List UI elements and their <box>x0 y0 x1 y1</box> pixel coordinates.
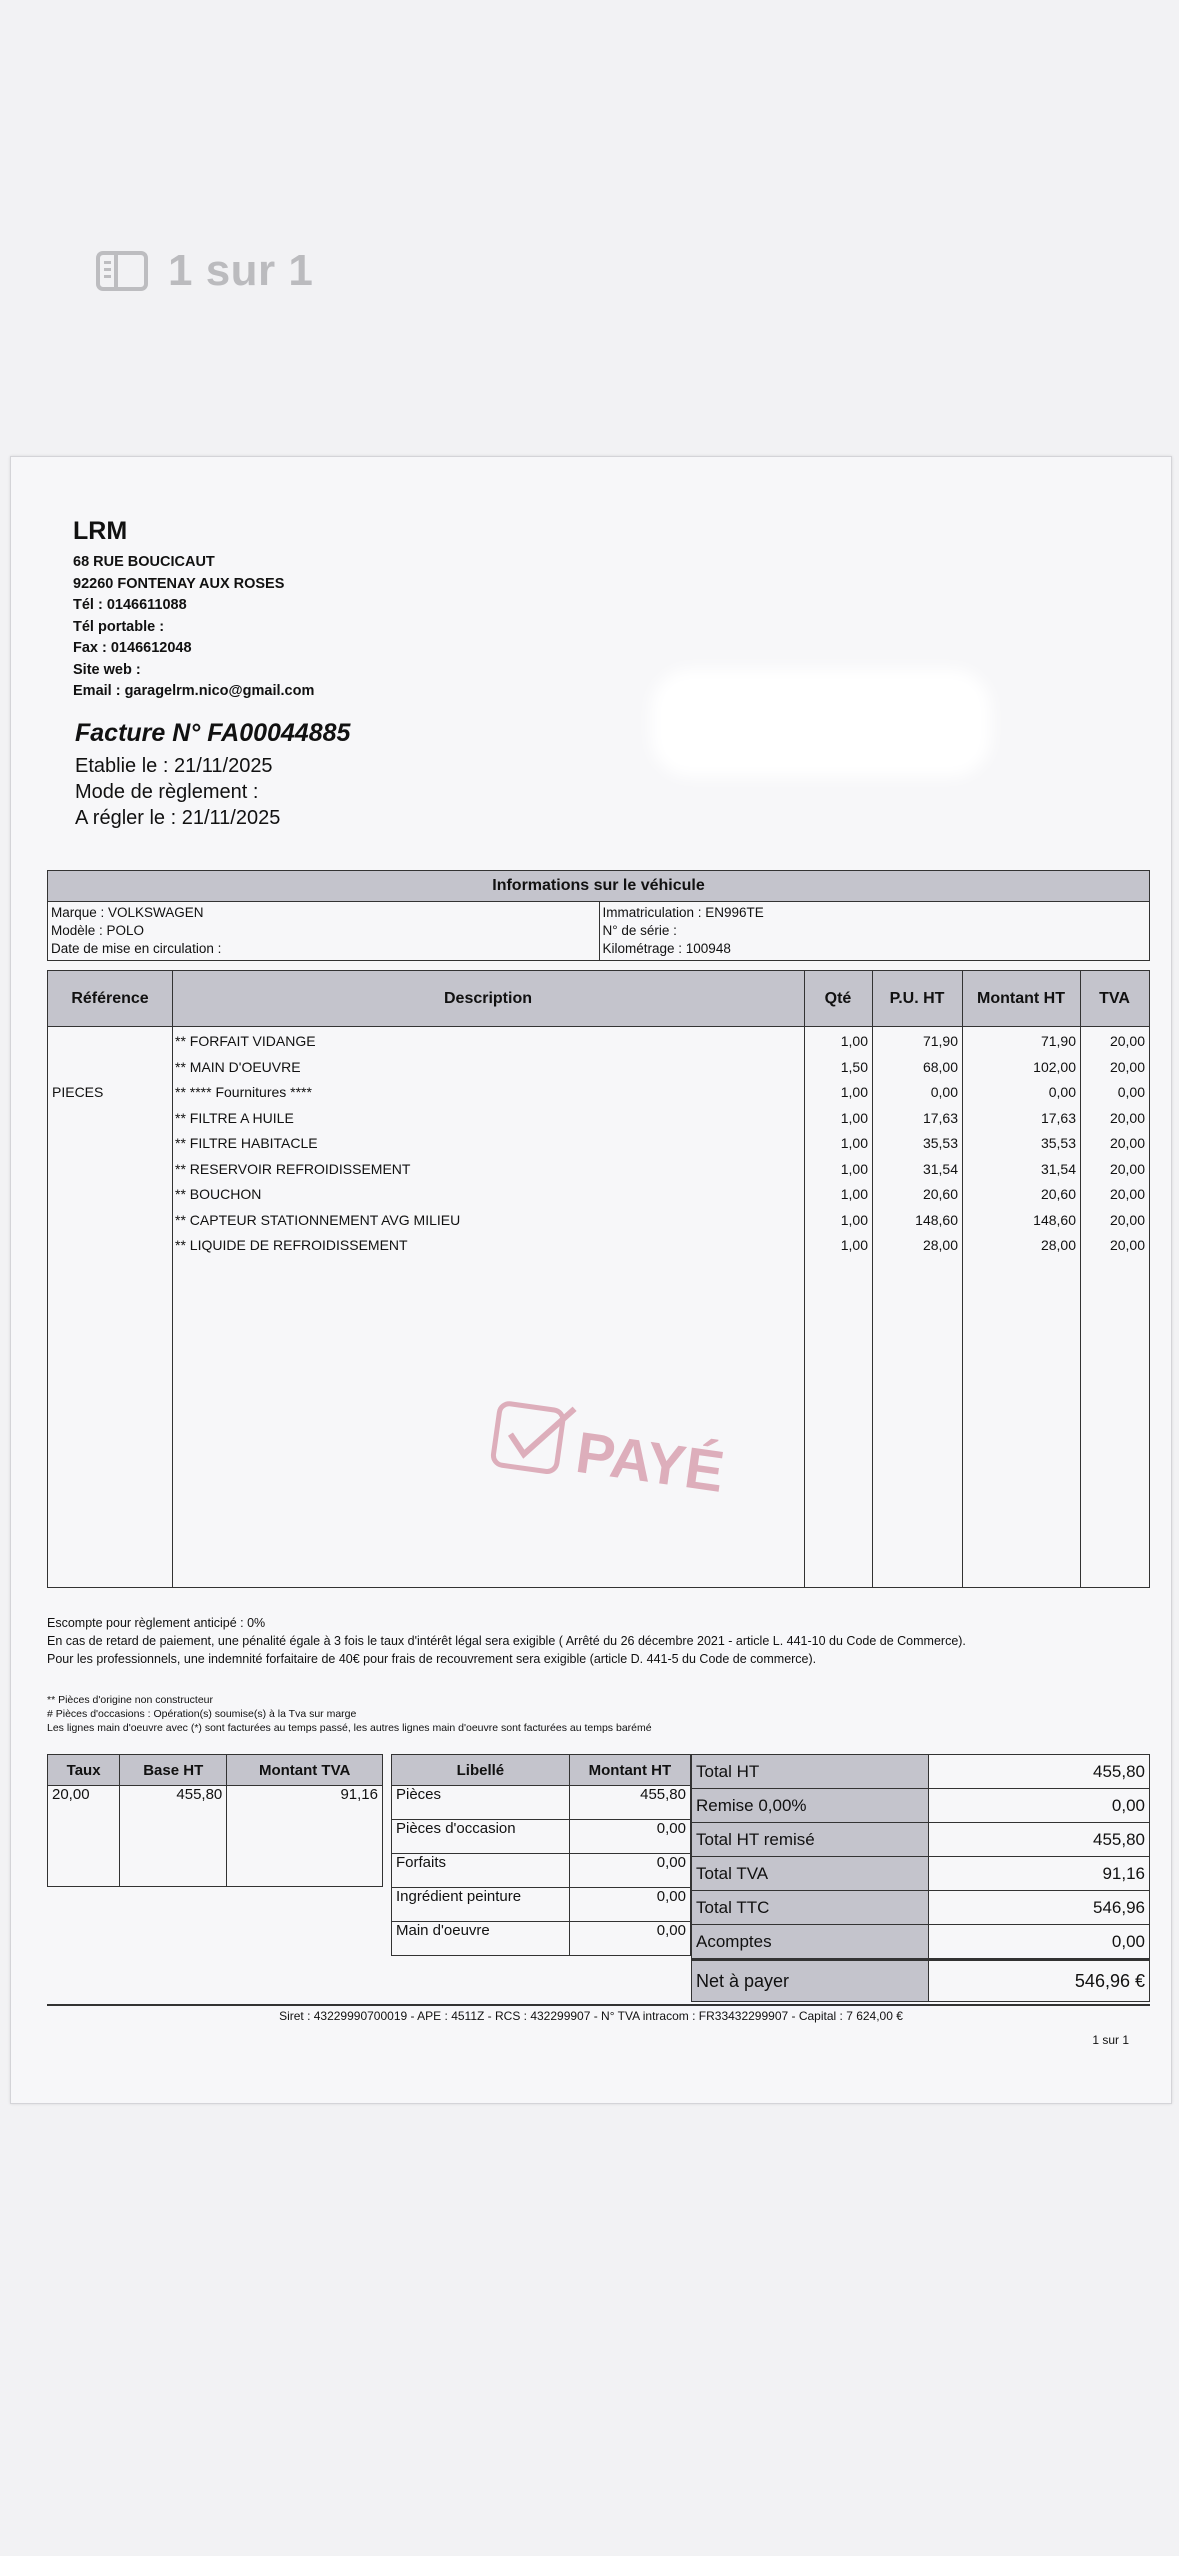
totals-table <box>691 1754 1150 2002</box>
total-label: Total HT remisé <box>692 1823 929 1857</box>
note-line: ** Pièces d'origine non constructeur <box>47 1694 214 1706</box>
invoice-issued: Etablie le : 21/11/2025 <box>75 755 273 777</box>
company-address1: 68 RUE BOUCICAUT <box>73 554 215 570</box>
item-tva-cell: 20,00 <box>1109 1135 1145 1151</box>
company-address2: 92260 FONTENAY AUX ROSES <box>73 575 285 592</box>
tva-table <box>47 1754 383 1887</box>
col-header-unit: P.U. HT <box>872 971 962 1027</box>
label-cell: Pièces <box>392 1786 570 1820</box>
label-amount-cell: 0,00 <box>569 1854 690 1888</box>
vehicle-serial: N° de série : <box>602 923 677 938</box>
item-unit-cell: 31,54 <box>922 1160 958 1177</box>
label-cell: Ingrédient peinture <box>392 1888 570 1922</box>
total-label: Acomptes <box>692 1925 929 1960</box>
total-label: Total TTC <box>692 1891 929 1925</box>
net-to-pay-label: Net à payer <box>692 1960 929 2002</box>
total-value: 0,00 <box>929 1925 1150 1960</box>
item-desc-cell: ** RESERVOIR REFROIDISSEMENT <box>175 1160 411 1177</box>
vehicle-mileage: Kilométrage : 100948 <box>602 941 731 956</box>
item-desc-cell: ** LIQUIDE DE REFROIDISSEMENT <box>175 1237 408 1253</box>
item-amount-cell: 148,60 <box>1033 1211 1076 1228</box>
vehicle-plate: Immatriculation : EN996TE <box>602 905 764 920</box>
item-amount-cell: 17,63 <box>1040 1109 1076 1126</box>
item-unit-cell: 148,60 <box>915 1211 958 1228</box>
item-amount-cell: 20,60 <box>1040 1186 1076 1202</box>
item-qty-cell: 1,00 <box>840 1109 868 1126</box>
label-cell: Pièces d'occasion <box>392 1820 570 1854</box>
col-header-desc: Description <box>172 971 804 1027</box>
table-row <box>48 1106 1149 1131</box>
table-row <box>48 1080 1149 1105</box>
company-block <box>73 517 314 703</box>
tva-rate: 20,00 <box>48 1786 120 1887</box>
item-tva-cell: 20,00 <box>1109 1109 1145 1126</box>
item-amount-cell: 71,90 <box>1040 1033 1076 1049</box>
item-ref-cell <box>52 1106 168 1131</box>
legal-line: En cas de retard de paiement, une pénalité égale à 3 fois le taux d'intérêt légal sera exigible ( Arrêté du 26 décembre 2021 - article L. 441-10 du Code de Commerce). <box>47 1634 966 1648</box>
item-desc-cell: ** CAPTEUR STATIONNEMENT AVG MILIEU <box>175 1211 461 1228</box>
total-label: Total HT <box>692 1755 929 1789</box>
label-header: Libellé <box>392 1755 570 1786</box>
item-qty-cell: 1,00 <box>840 1237 868 1253</box>
item-qty-cell: 1,00 <box>840 1160 868 1177</box>
item-qty-cell: 1,00 <box>840 1186 868 1202</box>
item-amount-cell: 0,00 <box>1048 1084 1076 1100</box>
invoice-meta <box>75 753 280 831</box>
item-unit-cell: 0,00 <box>930 1084 958 1100</box>
invoice-page <box>10 456 1172 2104</box>
table-row <box>48 1131 1149 1156</box>
item-ref-cell: PIECES <box>52 1084 104 1100</box>
footer-legal: Siret : 43229990700019 - APE : 4511Z - RCS : 432299907 - N° TVA intracom : FR33432299907 - Capital : 7 624,00 € <box>279 2009 903 2023</box>
item-unit-cell: 68,00 <box>922 1058 958 1075</box>
item-unit-cell: 71,90 <box>922 1033 958 1049</box>
label-amount-cell: 0,00 <box>569 1922 690 1956</box>
sidebar-toggle-icon[interactable] <box>96 251 148 291</box>
legal-line: Pour les professionnels, une indemnité forfaitaire de 40€ pour frais de recouvrement sera exigible (article D. 441-5 du Code de commerce). <box>47 1652 817 1666</box>
label-table <box>391 1754 691 1956</box>
label-cell: Main d'oeuvre <box>392 1922 570 1956</box>
total-label: Total TVA <box>692 1857 929 1891</box>
vehicle-first-registration: Date de mise en circulation : <box>51 941 222 956</box>
vehicle-info <box>47 870 1150 961</box>
paid-stamp-text: PAYÉ <box>572 1419 729 1505</box>
label-amount-cell: 0,00 <box>569 1888 690 1922</box>
total-value: 91,16 <box>929 1857 1150 1891</box>
col-header-amount: Montant HT <box>962 971 1080 1027</box>
item-qty-cell: 1,00 <box>840 1033 868 1049</box>
item-qty-cell: 1,00 <box>840 1084 868 1100</box>
table-row <box>48 1208 1149 1233</box>
note-line: Les lignes main d'oeuvre avec (*) sont facturées au temps passé, les autres lignes main d'oeuvre sont facturées au temps barémé <box>47 1722 652 1734</box>
footer-rule <box>47 2004 1150 2006</box>
item-qty-cell: 1,50 <box>840 1058 868 1075</box>
tva-header-amount: Montant TVA <box>227 1755 383 1786</box>
vehicle-info-title: Informations sur le véhicule <box>48 871 1149 902</box>
item-qty-cell: 1,00 <box>840 1135 868 1151</box>
item-desc-cell: ** FORFAIT VIDANGE <box>175 1033 316 1049</box>
total-label: Remise 0,00% <box>692 1789 929 1823</box>
total-value: 0,00 <box>929 1789 1150 1823</box>
notes <box>47 1693 652 1735</box>
note-line: # Pièces d'occasions : Opération(s) soumise(s) à la Tva sur marge <box>47 1708 357 1720</box>
label-amount-cell: 0,00 <box>569 1820 690 1854</box>
item-desc-cell: ** BOUCHON <box>175 1186 262 1202</box>
item-ref-cell <box>52 1233 168 1258</box>
item-qty-cell: 1,00 <box>840 1211 868 1228</box>
item-unit-cell: 20,60 <box>922 1186 958 1202</box>
tva-header-rate: Taux <box>48 1755 120 1786</box>
company-name: LRM <box>73 517 128 545</box>
item-ref-cell <box>52 1208 168 1233</box>
total-value: 455,80 <box>929 1755 1150 1789</box>
legal-mentions <box>47 1614 1157 1668</box>
page-indicator-label: 1 sur 1 <box>168 246 314 295</box>
item-unit-cell: 28,00 <box>922 1237 958 1253</box>
item-ref-cell <box>52 1029 168 1054</box>
label-amount-cell: 455,80 <box>569 1786 690 1820</box>
label-cell: Forfaits <box>392 1854 570 1888</box>
table-row <box>48 1157 1149 1182</box>
table-row <box>48 1233 1149 1258</box>
item-desc-cell: ** MAIN D'OEUVRE <box>175 1058 301 1075</box>
item-unit-cell: 35,53 <box>922 1135 958 1151</box>
item-ref-cell <box>52 1157 168 1182</box>
col-header-ref: Référence <box>48 971 172 1027</box>
invoice-number: Facture N° FA00044885 <box>75 719 351 747</box>
redacted-customer-address <box>651 669 991 777</box>
item-amount-cell: 28,00 <box>1040 1237 1076 1253</box>
item-tva-cell: 0,00 <box>1117 1084 1145 1100</box>
company-mobile: Tél portable : <box>73 618 165 635</box>
page-number: 1 sur 1 <box>1092 2033 1129 2047</box>
tva-header-base: Base HT <box>120 1755 227 1786</box>
total-value: 455,80 <box>929 1823 1150 1857</box>
company-tel: Tél : 0146611088 <box>73 597 187 613</box>
item-tva-cell: 20,00 <box>1109 1160 1145 1177</box>
invoice-due: A régler le : 21/11/2025 <box>75 807 281 829</box>
invoice-payment-mode: Mode de règlement : <box>75 781 259 803</box>
total-value: 546,96 <box>929 1891 1150 1925</box>
item-desc-cell: ** FILTRE A HUILE <box>175 1109 294 1126</box>
item-desc-cell: ** FILTRE HABITACLE <box>175 1135 318 1151</box>
item-ref-cell <box>52 1182 168 1207</box>
item-tva-cell: 20,00 <box>1109 1058 1145 1075</box>
net-to-pay-value: 546,96 € <box>929 1960 1150 2002</box>
items-table <box>47 970 1150 1588</box>
vehicle-brand: Marque : VOLKSWAGEN <box>51 905 204 920</box>
company-email: Email : garagelrm.nico@gmail.com <box>73 683 315 699</box>
table-row <box>48 1029 1149 1054</box>
item-ref-cell <box>52 1055 168 1080</box>
table-row <box>48 1055 1149 1080</box>
company-web: Site web : <box>73 661 141 678</box>
item-amount-cell: 102,00 <box>1033 1058 1076 1075</box>
item-ref-cell <box>52 1131 168 1156</box>
item-tva-cell: 20,00 <box>1109 1186 1145 1202</box>
legal-line: Escompte pour règlement anticipé : 0% <box>47 1616 266 1630</box>
table-row <box>48 1182 1149 1207</box>
tva-base: 455,80 <box>120 1786 227 1887</box>
label-amount-header: Montant HT <box>569 1755 690 1786</box>
item-tva-cell: 20,00 <box>1109 1211 1145 1228</box>
item-unit-cell: 17,63 <box>922 1109 958 1126</box>
item-tva-cell: 20,00 <box>1109 1237 1145 1253</box>
item-desc-cell: ** **** Fournitures **** <box>175 1084 312 1100</box>
page-indicator[interactable] <box>96 246 313 296</box>
company-fax: Fax : 0146612048 <box>73 640 192 656</box>
col-header-tva: TVA <box>1080 971 1149 1027</box>
col-header-qty: Qté <box>804 971 872 1027</box>
tva-amount: 91,16 <box>227 1786 383 1887</box>
item-tva-cell: 20,00 <box>1109 1033 1145 1049</box>
vehicle-model: Modèle : POLO <box>51 923 145 938</box>
item-amount-cell: 31,54 <box>1040 1160 1076 1177</box>
item-amount-cell: 35,53 <box>1040 1135 1076 1151</box>
